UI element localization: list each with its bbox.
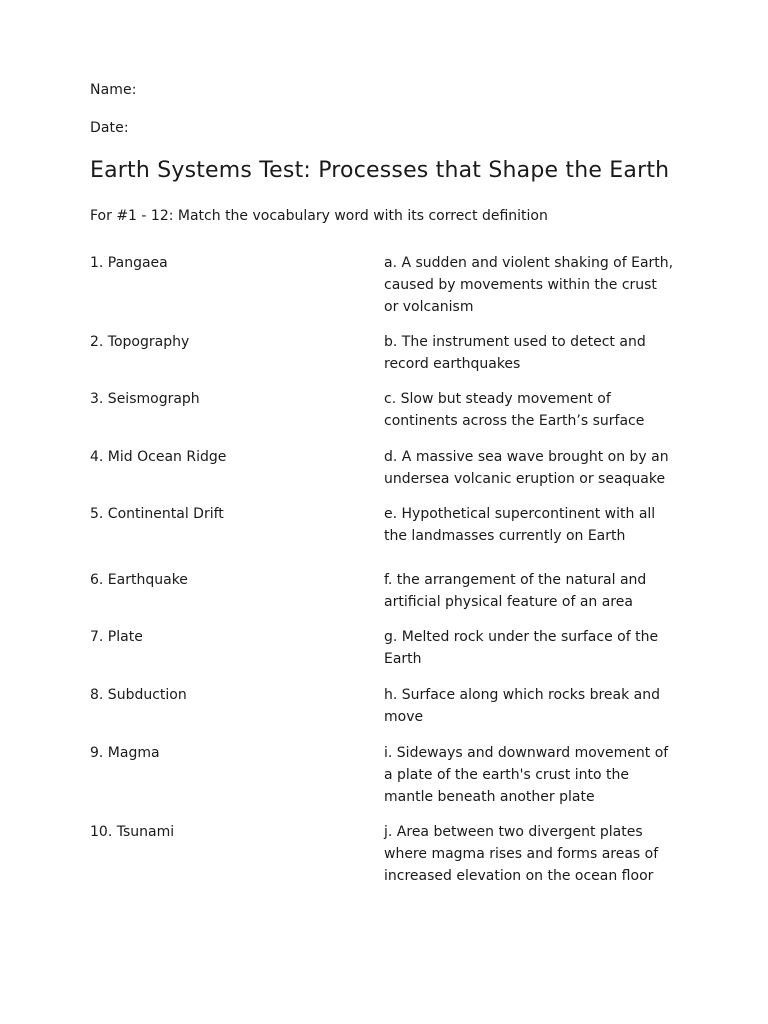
definition-text: b. The instrument used to detect and record earthquakes [384, 334, 646, 372]
vocabulary-term: 7. Plate [90, 629, 143, 645]
vocabulary-term: 4. Mid Ocean Ridge [90, 449, 227, 465]
definition-text: j. Area between two divergent plates where magma rises and forms areas of increased elevation on the ocean floor [384, 824, 659, 884]
definition-text: h. Surface along which rocks break and move [384, 687, 661, 725]
date-field-label: Date: [90, 120, 129, 136]
definition-text: a. A sudden and violent shaking of Earth, caused by movements within the crust or volcanism [384, 255, 674, 315]
vocabulary-term: 5. Continental Drift [90, 506, 224, 522]
vocabulary-term: 9. Magma [90, 745, 160, 761]
vocabulary-term: 3. Seismograph [90, 391, 200, 407]
vocabulary-term: 2. Topography [90, 334, 190, 350]
name-field-label: Name: [90, 82, 137, 98]
vocabulary-term: 6. Earthquake [90, 572, 188, 588]
definition-text: c. Slow but steady movement of continents across the Earth’s surface [384, 391, 645, 429]
definition-text: d. A massive sea wave brought on by an undersea volcanic eruption or seaquake [384, 449, 669, 487]
page-title: Earth Systems Test: Processes that Shape the Earth [90, 158, 670, 183]
definition-text: e. Hypothetical supercontinent with all the landmasses currently on Earth [384, 506, 656, 544]
definition-text: f. the arrangement of the natural and artificial physical feature of an area [384, 572, 647, 610]
vocabulary-term: 8. Subduction [90, 687, 187, 703]
vocabulary-term: 1. Pangaea [90, 255, 168, 271]
vocabulary-term: 10. Tsunami [90, 824, 175, 840]
instructions-text: For #1 - 12: Match the vocabulary word with its correct definition [90, 208, 548, 224]
definition-text: i. Sideways and downward movement of a plate of the earth's crust into the mantle beneath another plate [384, 745, 669, 805]
definition-text: g. Melted rock under the surface of the Earth [384, 629, 659, 667]
